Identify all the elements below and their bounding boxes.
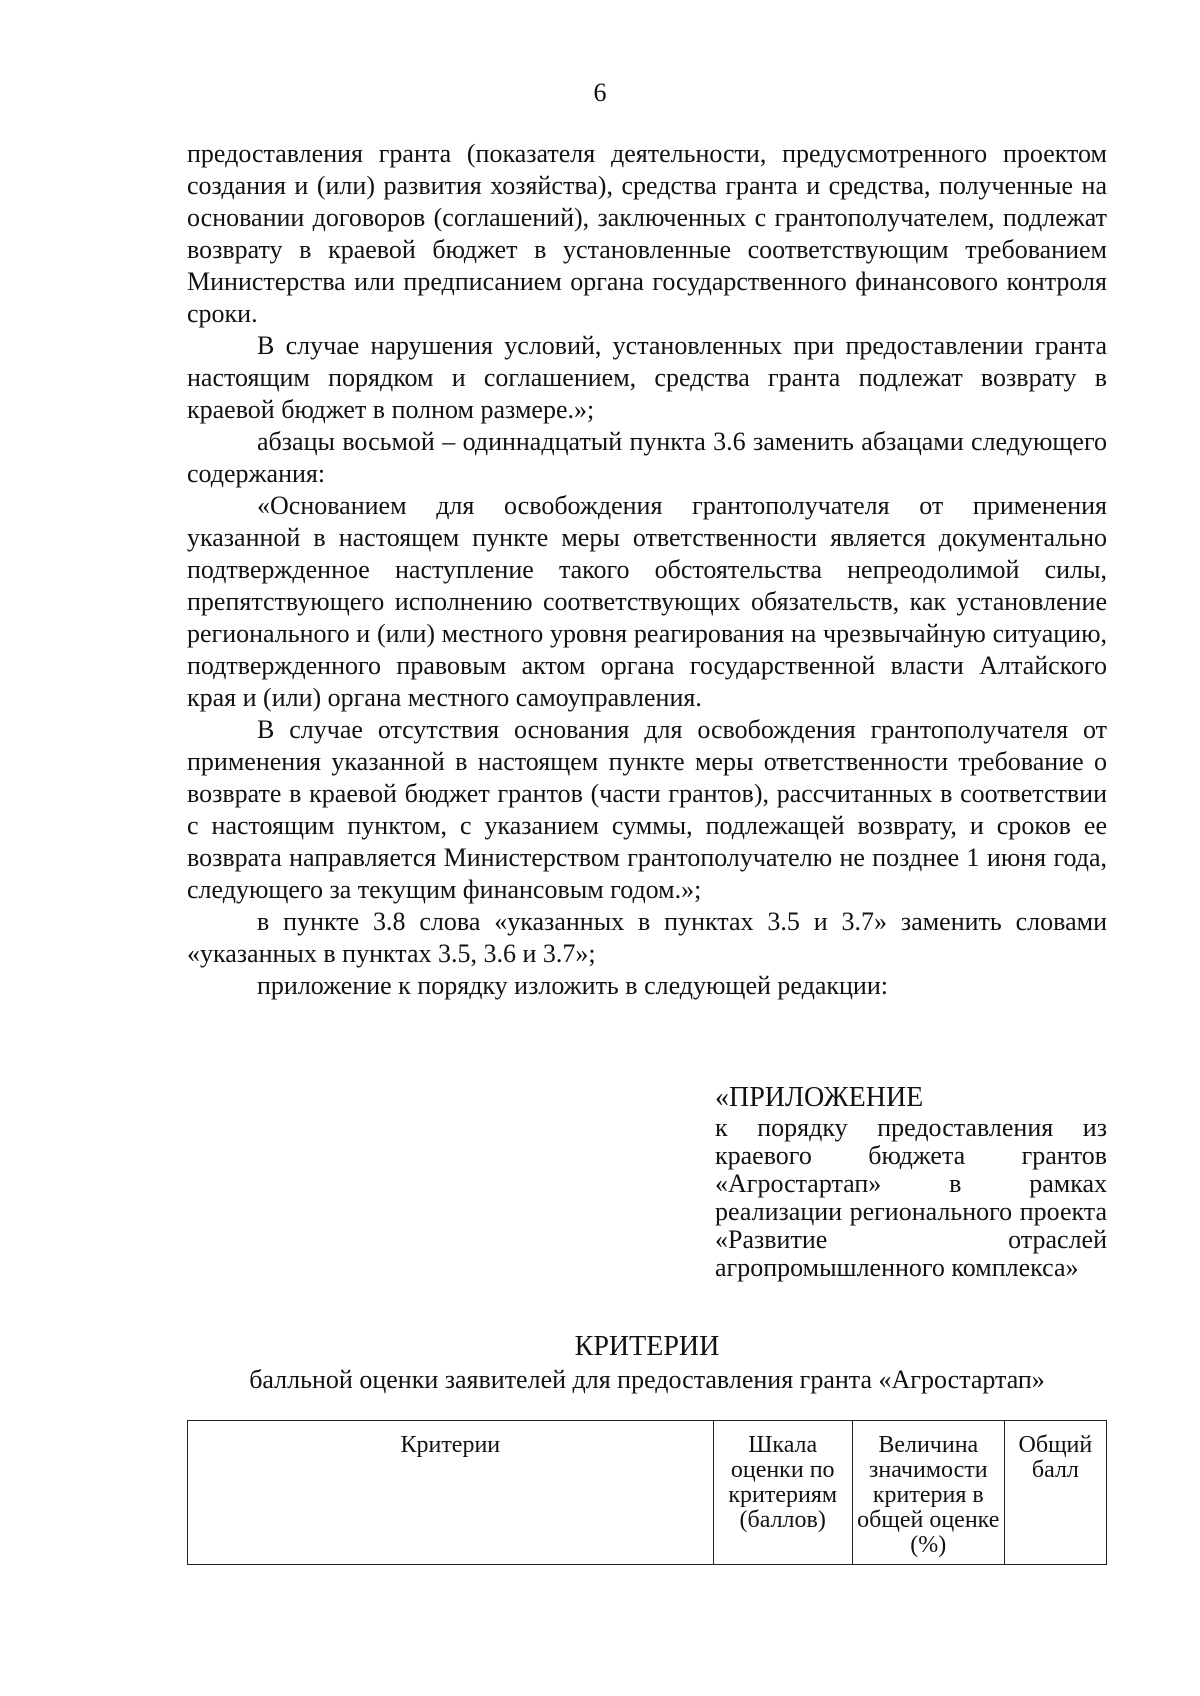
column-header-weight: Величина значимости критерия в общей оценке (%) bbox=[852, 1421, 1004, 1565]
paragraph-6: в пункте 3.8 слова «указанных в пунктах 3.5 и 3.7» заменить словами «указанных в пунктах 3.5, 3.6 и 3.7»; bbox=[187, 907, 1107, 968]
body-text bbox=[187, 138, 1107, 1002]
criteria-title: КРИТЕРИИ bbox=[574, 1331, 720, 1362]
paragraph-1: предоставления гранта (показателя деятельности, предусмотренного проектом создания и (или) развития хозяйства), средства гранта и средства, полученные на основании договоров (соглашений), заключенных с грантополучателем, подлежат возврату в краевой бюджет в установленные соответствующим требованием Министерства или предписанием органа государственного финансового контроля сроки. bbox=[187, 139, 1107, 328]
criteria-table bbox=[187, 1420, 1107, 1565]
appendix-block bbox=[715, 1082, 1107, 1282]
paragraph-7: приложение к порядку изложить в следующей редакции: bbox=[257, 971, 888, 1000]
column-header-total: Общий балл bbox=[1004, 1421, 1106, 1565]
appendix-text: к порядку предоставления из краевого бюджета грантов «Агростартап» в рамках реализации регионального проекта «Развитие отраслей агропромышленного комплекса» bbox=[715, 1113, 1107, 1282]
column-header-criteria: Критерии bbox=[188, 1421, 714, 1565]
table-header-row bbox=[188, 1421, 1107, 1565]
paragraph-4: «Основанием для освобождения грантополучателя от применения указанной в настоящем пункте меры ответственности является документально подтвержденное наступление такого обстоятельства непреодолимой силы, препятствующего исполнению соответствующих обязательств, как установление регионального и (или) местного уровня реагирования на чрезвычайную ситуацию, подтвержденного правовым актом органа государственной власти Алтайского края и (или) органа местного самоуправления. bbox=[187, 491, 1107, 712]
criteria-subtitle: балльной оценки заявителей для предоставления гранта «Агростартап» bbox=[249, 1365, 1045, 1394]
paragraph-3: абзацы восьмой – одиннадцатый пункта 3.6 заменить абзацами следующего содержания: bbox=[187, 427, 1107, 488]
appendix-title: «ПРИЛОЖЕНИЕ bbox=[715, 1082, 924, 1113]
paragraph-5: В случае отсутствия основания для освобождения грантополучателя от применения указанной в настоящем пункте меры ответственности требование о возврате в краевой бюджет грантов (части грантов), рассчитанных в соответствии с настоящим пунктом, с указанием суммы, подлежащей возврату, и сроков ее возврата направляется Министерством грантополучателю не позднее 1 июня года, следующего за текущим финансовым годом.»; bbox=[187, 715, 1107, 904]
criteria-heading bbox=[187, 1330, 1107, 1396]
column-header-scale: Шкала оценки по критериям (баллов) bbox=[713, 1421, 852, 1565]
paragraph-2: В случае нарушения условий, установленных при предоставлении гранта настоящим порядком и соглашением, средства гранта подлежат возврату в краевой бюджет в полном размере.»; bbox=[187, 331, 1107, 424]
page-number: 6 bbox=[593, 78, 607, 107]
